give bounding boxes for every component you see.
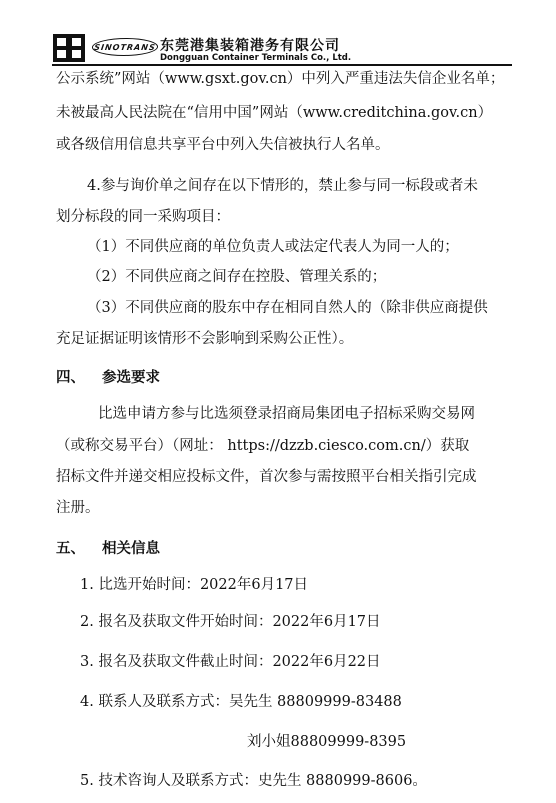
paragraph-line: 比选申请方参与比选须登录招商局集团电子招标采购交易网 — [98, 406, 475, 422]
info-item: 1. 比选开始时间：2022年6月17日 — [80, 577, 309, 593]
list-item: （3）不同供应商的股东中存在相同自然人的（除非供应商提供 — [87, 300, 488, 316]
section-heading: 四、 参选要求 — [56, 370, 160, 386]
info-item: 4. 联系人及联系方式：吴先生 88809999-83488 — [80, 694, 402, 710]
paragraph-line: 公示系统”网站（www.gsxt.gov.cn）中列入严重违法失信企业名单； — [56, 71, 505, 87]
letterhead — [0, 0, 556, 64]
paragraph-line: 充足证据证明该情形不会影响到采购公正性）。 — [56, 331, 354, 347]
list-item: （2）不同供应商之间存在控股、管理关系的； — [87, 269, 387, 285]
list-item: （1）不同供应商的单位负责人或法定代表人为同一人的； — [87, 239, 459, 255]
info-item: 2. 报名及获取文件开始时间：2022年6月17日 — [80, 614, 381, 630]
paragraph-line: 招标文件并递交相应投标文件，首次参与需按照平台相关指引完成 — [56, 469, 477, 485]
company-name-cn: 东莞港集装箱港务有限公司 — [160, 38, 340, 54]
paragraph-line: 4.参与询价单之间存在以下情形的，禁止参与同一标段或者未 — [87, 178, 478, 194]
sinotrans-logo: SINOTRANS — [91, 38, 160, 56]
info-item: 5. 技术咨询人及联系方式：史先生 8880999-8606。 — [80, 773, 427, 789]
info-item: 3. 报名及获取文件截止时间：2022年6月22日 — [80, 654, 381, 670]
header-divider — [52, 64, 512, 66]
section-heading: 五、 相关信息 — [56, 541, 160, 557]
paragraph-line: 未被最高人民法院在“信用中国”网站（www.creditchina.gov.cn） — [56, 105, 493, 121]
company-logo-icon — [53, 34, 85, 62]
paragraph-line: （或称交易平台）（网址： https://dzzb.ciesco.com.cn/）获取 — [56, 438, 470, 454]
company-name-en: Dongguan Container Terminals Co., Ltd. — [160, 53, 352, 63]
paragraph-line: 划分标段的同一采购项目： — [56, 209, 230, 225]
info-item-continued: 刘小姐88809999-8395 — [247, 734, 407, 750]
paragraph-line: 注册。 — [56, 500, 100, 516]
paragraph-line: 或各级信用信息共享平台中列入失信被执行人名单。 — [56, 137, 390, 153]
